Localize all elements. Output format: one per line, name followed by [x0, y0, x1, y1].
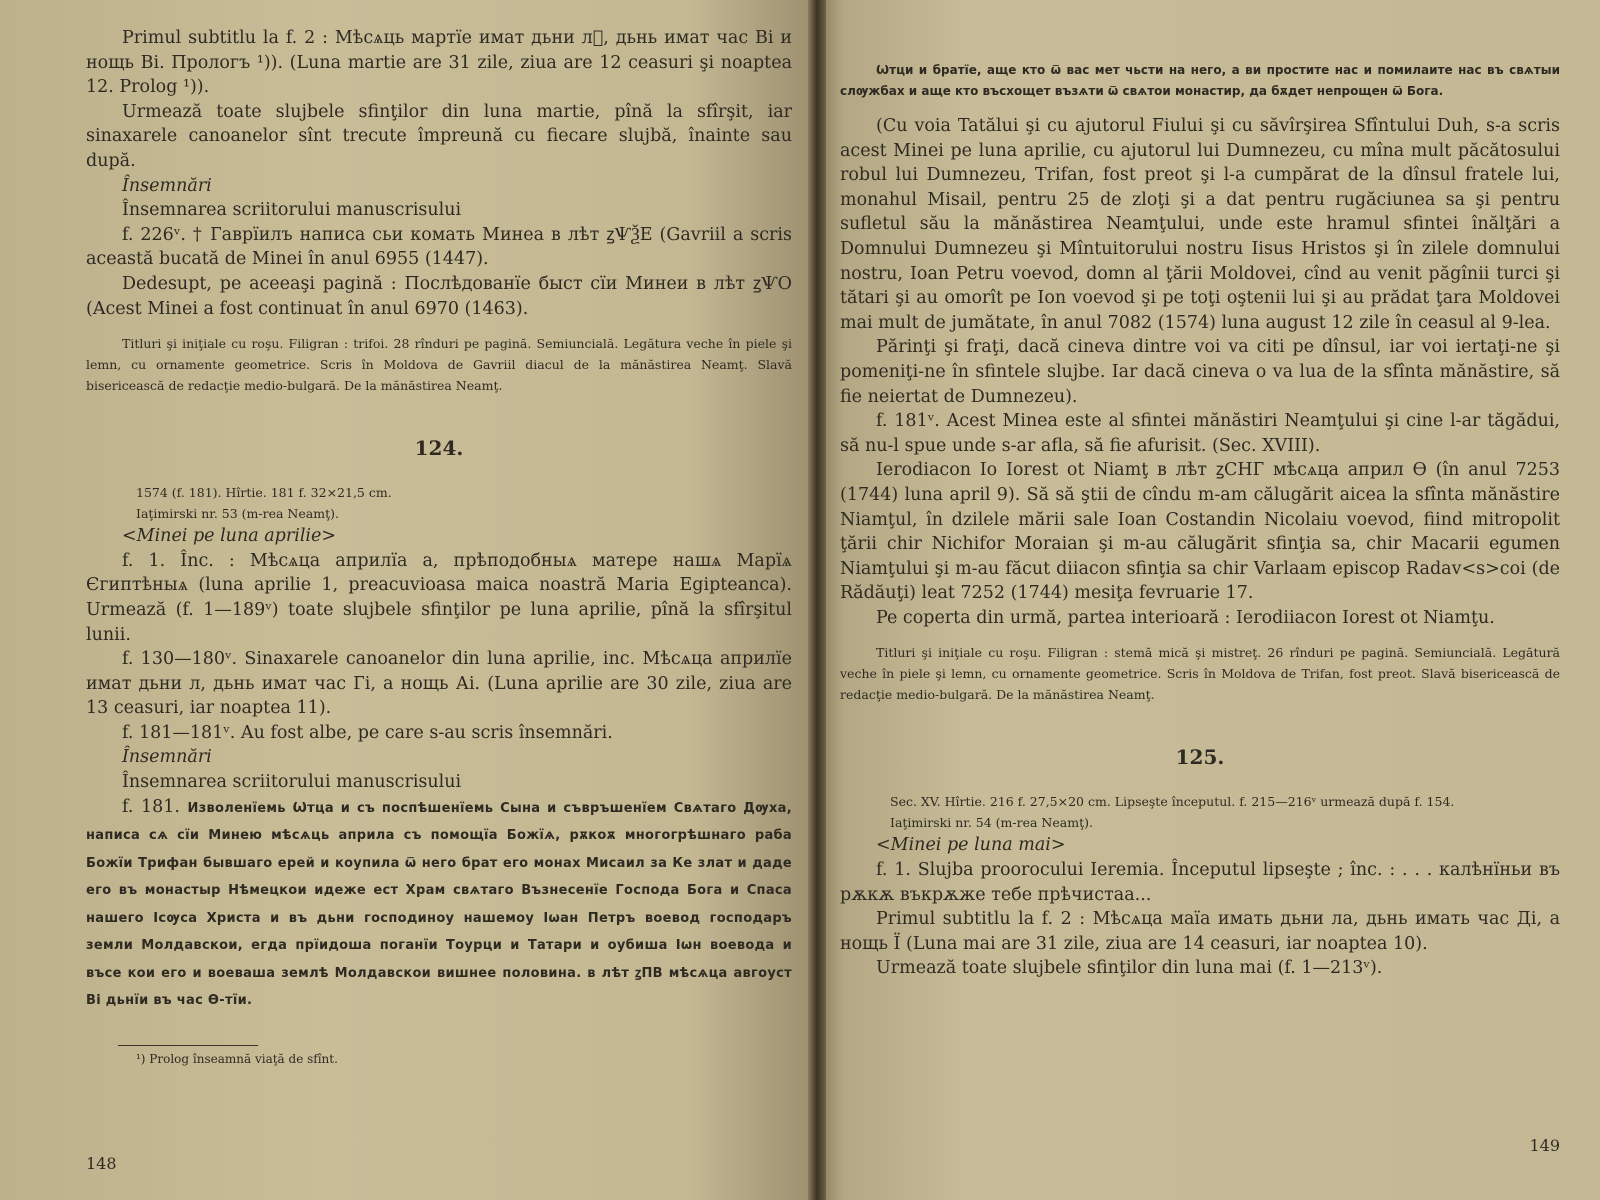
- right-note-1: Titluri şi iniţiale cu roşu. Filigran : stemă mică şi mistreţ. 26 rînduri pe pagină. Semiuncială. Legătură veche în piele şi lemn, cu ornamente geometrice. Scris în Moldova de Trifan, fost preot. Slavă bisericească de redacţie medio-bulgară. De la mănăstirea Neamţ.: [840, 645, 1560, 703]
- left-paragraph-2: f. 226ᵛ. † Гаврїилъ написа сьи комать Минеа в лѣт ꙁѰѮЕ (Gavriil a scris această bucată de Minei în anul 6955 (1447).: [86, 224, 792, 270]
- entry-124-meta-b: Iaţimirski nr. 53 (m-rea Neamţ).: [136, 506, 339, 522]
- entry-124-title: <Minei pe luna aprilie>: [122, 526, 337, 547]
- entry-number-125: 125.: [1175, 745, 1225, 770]
- entry-125-meta-b: Iaţimirski nr. 54 (m-rea Neamţ).: [890, 815, 1093, 831]
- left-slavonic-colophon: Изволенїемь Ѡтца и съ поспѣшенїемь Сына и съвръшенїем Свѧтаго Дѹха, написа сѧ сїи Минею мѣсѧць априла съ помощїа Божїѧ, рѫкоѫ многогрѣшнаго раба Божїи Трифан бывшаго ерей и коупила ѿ него брат его монах Мисаил за Ке злат и даде его въ монастыр Нѣмецкои идеже ест Храм свѧтаго Възнесенїе Господа Бога и Спаса нашего Ісѹса Христа и въ дьни господиноу нашемоу Іѡан Петръ воевод господаръ земли Молдавскои, егда прїидоша поганїи Тоурци и Татари и оубиша Іѡн воевода и въсе кои его и воеваша землѣ Молдавскои вишнее половина. в лѣт ꙁПВ мѣсѧца авгоуст Ві дьнїи въ час Ѳ-тїи.: [86, 800, 792, 1009]
- right-paragraph-5: Pe coperta din urmă, partea interioară : Ierodiiacon Iorest ot Niamţu.: [876, 607, 1495, 628]
- right-paragraph-8: Urmează toate slujbele sfinţilor din luna mai (f. 1—213ᵛ).: [876, 958, 1383, 979]
- left-insemnarea-2: Însemnarea scriitorului manuscrisului: [122, 772, 462, 793]
- left-insemnari-heading-2: Însemnări: [122, 747, 212, 768]
- book-gutter: [808, 0, 826, 1200]
- footnote-rule: [118, 1045, 258, 1046]
- left-paragraph-5: f. 130—180ᵛ. Sinaxarele canoanelor din luna aprilie, inc. Мѣсѧца априлїе имат дьни л, дьнь имат час Гі, а нощь Аі. (Luna aprilie are 30 zile, ziua are 13 ceasuri, iar noaptea 11).: [86, 649, 792, 719]
- page-number-left: 148: [86, 1154, 117, 1173]
- right-paragraph-6: f. 1. Slujba proorocului Ieremia. Începutul lipseşte ; înc. : . . . калѣнїньи въ рѫкѫ въкрѫже тебе прѣчистаа...: [840, 860, 1560, 905]
- entry-125-meta-a: Sec. XV. Hîrtie. 216 f. 27,5×20 cm. Lipseşte începutul. f. 215—216ᵛ urmează după f. 154.: [890, 794, 1455, 810]
- right-paragraph-4: Ierodiacon Io Iorest ot Niamţ в лѣт ꙁСНГ мѣсѧца април Ѳ (în anul 7253 (1744) luna april 9). Să să ştii de cîndu m-am călugărit aicea la sfînta mănăstire Niamţul, în dzilele mării sale Ioan Costandin Nicolaiu voevod, fiind mitropolit ţării chir Nichifor Moraian şi m-au călugărit sfinţia sa, chir Macarii egumen Niamţului şi m-au făcut diiacon sfinţia sa chir Varlaam episcop Radav<s>coi (de Rădăuţi) leat 7252 (1744) mesiţa fevruarie 17.: [840, 460, 1560, 604]
- right-paragraph-7: Primul subtitlu la f. 2 : Мѣсѧца маїа имать дьни ла, дьнь имать час Ді, а нощь Ї (Luna mai are 31 zile, ziua are 14 ceasuri, iar noaptea 10).: [840, 909, 1560, 954]
- left-paragraph-1: Urmează toate slujbele sfinţilor din luna martie, pînă la sfîrşit, iar sinaxarele canoanelor sînt trecute împreună cu fiecare slujbă, înainte sau după.: [86, 101, 792, 171]
- page-number-right: 149: [1529, 1136, 1560, 1155]
- left-paragraph-6: f. 181—181ᵛ. Au fost albe, pe care s-au scris însemnări.: [122, 722, 613, 743]
- left-top-paragraph: Primul subtitlu la f. 2 : Мѣсѧць мартїе имат дьни лⷶ, дьнь имат час Ві и нощь Ві. Прологъ ¹)). (Luna martie are 31 zile, ziua are 12 ceasuri şi noaptea 12. Prolog ¹)).: [86, 28, 792, 98]
- right-page: [812, 0, 1600, 1200]
- left-insemnari-heading-1: Însemnări: [122, 175, 212, 196]
- left-paragraph-3: Dedesupt, pe aceeaşi pagină : Послѣдованїе быст сїи Минеи в лѣт ꙁѰО (Acest Minei a fost continuat în anul 6970 (1463).: [86, 273, 792, 319]
- left-paragraph-4: f. 1. Înc. : Мѣсѧца априлїа а, прѣподобныѧ матере нашѧ Марїѧ Єгиптѣныѧ (luna aprilie 1, preacuvioasa maica noastră Maria Egipteanca). Urmează (f. 1—189ᵛ) toate slujbele sfinţilor pe luna aprilie, pînă la sfîrşitul lunii.: [86, 550, 792, 645]
- left-note-1: Titluri şi iniţiale cu roşu. Filigran : trifoi. 28 rînduri pe pagină. Semiuncială. Legătura veche în piele şi lemn, cu ornamente geometrice. Scris în Moldova de Gavriil diacul de la mănăstirea Neamţ. Slavă bisericească de redacţie medio-bulgară. De la mănăstirea Neamţ.: [86, 336, 792, 394]
- left-paragraph-7: [86, 795, 792, 1015]
- entry-125-title: <Minei pe luna mai>: [876, 835, 1066, 856]
- entry-124-meta-a: 1574 (f. 181). Hîrtie. 181 f. 32×21,5 cm.: [136, 485, 392, 501]
- right-paragraph-1: (Cu voia Tatălui şi cu ajutorul Fiului şi cu săvîrşirea Sfîntului Duh, s-a scris acest Minei pe luna aprilie, cu ajutorul lui Dumnezeu, cu mîna mult păcătosului robul lui Dumnezeu, Trifan, fost preot şi l-a cumpărat de la dînsul fratele lui, monahul Misail, pentru 25 de zloţi şi a dat pentru rugăciunea sa şi pentru sufletul său la mănăstirea Neamţului, unde este hramul sfintei înălţări a Domnului Dumnezeu şi Mîntuitorului nostru Iisus Hristos şi în zilele domnului nostru, Ioan Petru voevod, domn al ţării Moldovei, cînd au venit păgînii turci şi tătari şi au omorît pe Ion voevod şi pe toţi oştenii lui şi au prădat ţara Moldovei mai mult de jumătate, în anul 7082 (1574) luna august 12 zile în ceasul al 9-lea.: [840, 116, 1560, 333]
- entry-number-124: 124.: [414, 436, 464, 461]
- right-slavonic-top: Ѡтци и братїе, аще кто ѿ вас мет чьсти на него, а ви простите нас и помилаите нас въ свѧтыи слѹжбах и аще кто въсхощет възѧти ѿ свѧтои монастир, да бѫдет непрощен ѿ Бога.: [840, 63, 1560, 98]
- left-insemnarea-1: Însemnarea scriitorului manuscrisului: [122, 200, 462, 221]
- right-paragraph-3: f. 181ᵛ. Acest Minea este al sfintei mănăstiri Neamţului şi cine l-ar tăgădui, să nu-l spue unde s-ar afla, să fie afurisit. (Sec. XVIII).: [840, 411, 1560, 456]
- footnote: ¹) Prolog înseamnă viaţă de sfînt.: [136, 1051, 338, 1066]
- left-paragraph-7-lead: f. 181.: [122, 796, 180, 817]
- right-paragraph-2: Părinţi şi fraţi, dacă cineva dintre voi va citi pe dînsul, iar voi iertaţi-ne şi pomeniţi-ne în sfintele slujbe. Iar dacă cineva o va lua de la sfînta mănăstire, să fie neiertat de Dumnezeu).: [840, 337, 1560, 407]
